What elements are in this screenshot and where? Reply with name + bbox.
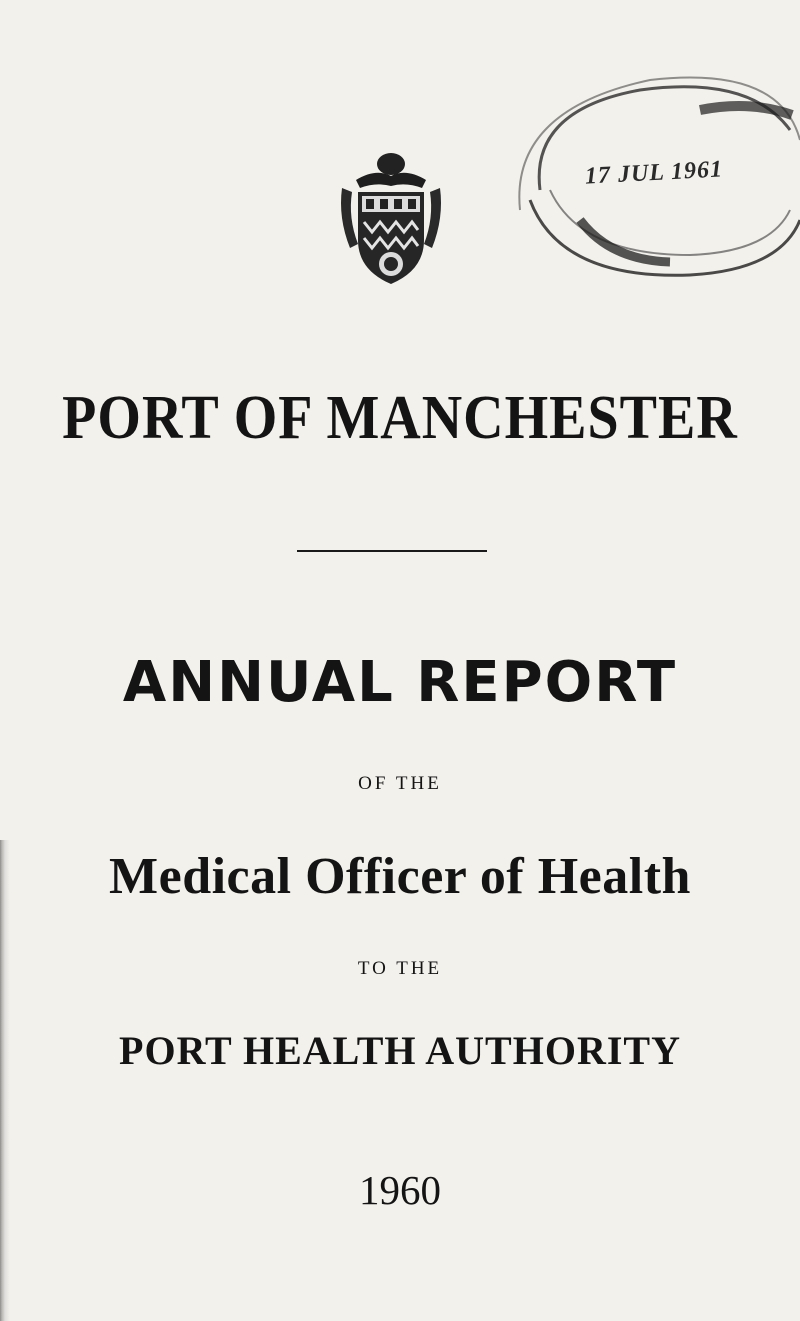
report-type-heading: ANNUAL REPORT [122, 650, 678, 715]
stamp-date: 17 JUL 1961 [584, 156, 724, 190]
coat-of-arms-icon [336, 148, 446, 288]
officer-title: Medical Officer of Health [109, 848, 691, 905]
connector-of-the: OF THE [358, 773, 442, 794]
authority-name: PORT HEALTH AUTHORITY [119, 1028, 681, 1073]
port-title: PORT OF MANCHESTER [62, 383, 738, 453]
connector-to-the: TO THE [357, 958, 443, 979]
report-year: 1960 [359, 1167, 441, 1213]
divider-rule [297, 550, 487, 552]
binding-edge [0, 840, 10, 1321]
